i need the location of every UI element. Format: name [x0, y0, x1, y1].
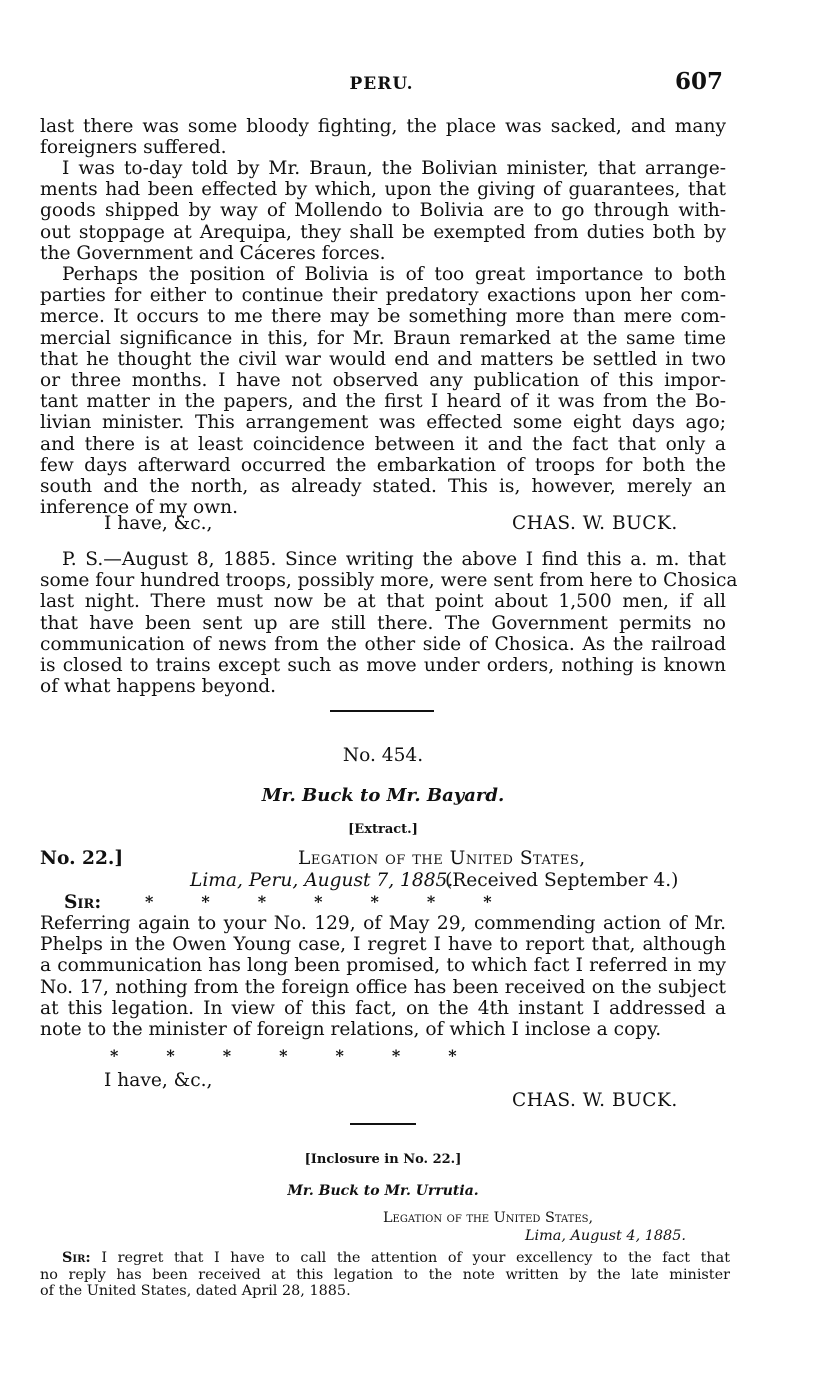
legation-heading: Legation of the United States, [383, 1210, 594, 1226]
text-line: parties for either to continue their predatory exactions upon her com- [40, 285, 726, 307]
text-line: P. S.—August 8, 1885. Since writing the above I find this a. m. that [62, 549, 726, 570]
salutation: Sir: [64, 892, 102, 913]
ellipsis-stars: * * * * * * * [110, 1046, 457, 1065]
text-line: communication of news from the other side of Chosica. As the railroad [40, 633, 726, 655]
text-line: last there was some bloody fighting, the place was sacked, and many [40, 116, 726, 137]
text-line: and there is at least coincidence between it and the fact that only a [40, 433, 726, 455]
text-line: or three months. I have not observed any publication of this impor- [40, 370, 726, 392]
signature: CHAS. W. BUCK. [512, 513, 678, 534]
text-line: inference of my own. [40, 497, 239, 519]
text-line: the Government and Cáceres forces. [40, 242, 386, 264]
dispatch-number: No. 22.] [40, 848, 124, 869]
section-divider [330, 710, 434, 712]
text-line: Phelps in the Owen Young case, I regret I have to report that, although [40, 934, 726, 956]
signature: CHAS. W. BUCK. [512, 1090, 678, 1111]
paragraph-continuation [40, 116, 726, 158]
section-divider [350, 1123, 416, 1125]
legation-heading: Legation of the United States, [298, 848, 586, 869]
text-line: a communication has long been promised, to which fact I referred in my [40, 955, 726, 977]
letter-body [40, 913, 726, 1040]
place-date: Lima, Peru, August 7, 1885. [190, 870, 454, 891]
text-line: at this legation. In view of this fact, on the 4th instant I addressed a [40, 997, 726, 1019]
text-line: merce. It occurs to me there may be something more than mere com- [40, 306, 726, 328]
text-line: Referring again to your No. 129, of May 29, commending action of Mr. [40, 913, 726, 934]
text-line [40, 1250, 730, 1267]
text-line: of the United States, dated April 28, 1885. [40, 1283, 351, 1299]
text-line: few days afterward occurred the embarkation of troops for both the [40, 454, 726, 476]
text-line: south and the north, as already stated. This is, however, merely an [40, 476, 726, 498]
text-line: mercial significance in this, for Mr. Braun remarked at the same time [40, 327, 726, 349]
text-line-content: I regret that I have to call the attention of your excellency to the fact that [101, 1250, 731, 1266]
paragraph-braun [40, 158, 726, 264]
salutation: Sir: [62, 1249, 91, 1266]
received-date: (Received September 4.) [445, 870, 679, 891]
running-head: PERU. [349, 74, 414, 94]
closing-line: I have, &c., [104, 1070, 213, 1091]
document-title: Mr. Buck to Mr. Bayard. [261, 785, 505, 806]
text-line: that have been sent up are still there. The Government permits no [40, 612, 726, 634]
text-line: last night. There must now be at that point about 1,500 men, if all [40, 591, 726, 613]
inclosure-note: [Inclosure in No. 22.] [304, 1152, 462, 1167]
paragraph-bolivia [40, 264, 726, 518]
postscript [40, 549, 738, 698]
text-line: I was to-day told by Mr. Braun, the Bolivian minister, that arrange- [62, 158, 726, 179]
text-line: some four hundred troops, possibly more, were sent from here to Chosica [40, 570, 738, 592]
text-line: is closed to trains except such as move under orders, nothing is known [40, 655, 726, 677]
ellipsis-stars: * * * * * * * [145, 892, 492, 911]
text-line: livian minister. This arrangement was effected some eight days ago; [40, 412, 726, 434]
place-date: Lima, August 4, 1885. [525, 1228, 686, 1244]
text-line: of what happens beyond. [40, 676, 277, 698]
document-number: No. 454. [342, 745, 424, 766]
inclosure-body [40, 1250, 730, 1300]
text-line: No. 17, nothing from the foreign office has been received on the subject [40, 976, 726, 998]
inclosure-title: Mr. Buck to Mr. Urrutia. [287, 1183, 479, 1199]
text-line: out stoppage at Arequipa, they shall be exempted from duties both by [40, 221, 726, 243]
text-line: note to the minister of foreign relations, of which I inclose a copy. [40, 1019, 662, 1041]
text-line: foreigners suffered. [40, 137, 227, 159]
text-line: ments had been effected by which, upon the giving of guarantees, that [40, 179, 726, 201]
text-line: no reply has been received at this legation to the note written by the late minister [40, 1266, 730, 1283]
closing-line: I have, &c., [104, 513, 213, 534]
text-line: goods shipped by way of Mollendo to Bolivia are to go through with- [40, 200, 726, 222]
page-header [40, 68, 723, 98]
page-number: 607 [674, 68, 723, 95]
extract-note: [Extract.] [348, 822, 418, 837]
text-line: Perhaps the position of Bolivia is of too great importance to both [62, 264, 726, 285]
text-line: tant matter in the papers, and the first I heard of it was from the Bo- [40, 391, 726, 413]
text-line: that he thought the civil war would end and matters be settled in two [40, 348, 726, 370]
